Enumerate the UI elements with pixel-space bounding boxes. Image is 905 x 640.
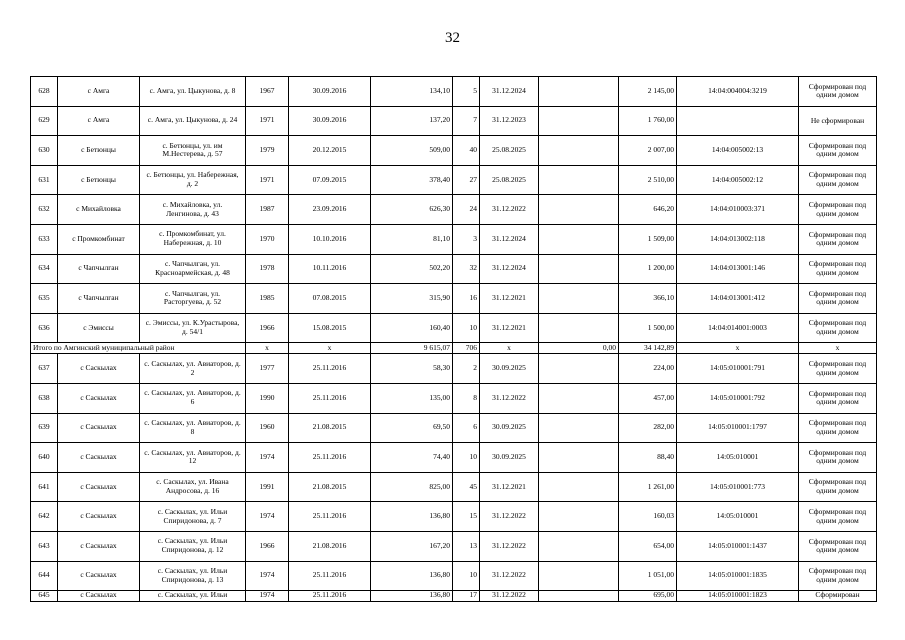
cell-date: 23.09.2016 <box>289 195 371 225</box>
cell-area: 136,80 <box>371 561 453 591</box>
cell-date: 25.11.2016 <box>289 502 371 532</box>
cell-number: 632 <box>31 195 58 225</box>
cell-area: 9 615,07 <box>371 343 453 354</box>
table-row <box>31 383 877 413</box>
cell-deadline: 30.09.2025 <box>480 443 539 473</box>
cell-date: 25.11.2016 <box>289 383 371 413</box>
cell-c9 <box>539 531 619 561</box>
cell-area: 81,10 <box>371 224 453 254</box>
table-row <box>31 561 877 591</box>
cell-year: 1970 <box>246 224 289 254</box>
cell-cost: 457,00 <box>619 383 677 413</box>
cell-settlement: с Саскылах <box>58 591 140 602</box>
cell-area: 58,30 <box>371 354 453 384</box>
cell-status: Сформирован под одним домом <box>799 502 877 532</box>
cell-deadline: 31.12.2024 <box>480 254 539 284</box>
cell-c9 <box>539 383 619 413</box>
cell-year: 1966 <box>246 531 289 561</box>
cell-address: с. Саскылах, ул. Ивана Андросова, д. 16 <box>140 472 246 502</box>
cell-residents: 45 <box>453 472 480 502</box>
cell-year: 1974 <box>246 443 289 473</box>
cell-area: 509,00 <box>371 136 453 166</box>
cell-area: 626,30 <box>371 195 453 225</box>
cell-settlement: с Амга <box>58 77 140 107</box>
cell-status: Сформирован под одним домом <box>799 443 877 473</box>
cell-date: 21.08.2016 <box>289 531 371 561</box>
cell-address: с. Чапчылган, ул. Расторгуева, д. 52 <box>140 284 246 314</box>
table-row <box>31 413 877 443</box>
cell-cadastre <box>677 106 799 136</box>
table-row <box>31 284 877 314</box>
cell-address: с. Саскылах, ул. Ильи Спиридонова, д. 12 <box>140 531 246 561</box>
cell-number: 630 <box>31 136 58 166</box>
cell-number: 645 <box>31 591 58 602</box>
cell-status: Сформирован под одним домом <box>799 531 877 561</box>
cell-address: с. Саскылах, ул. Авиаторов, д. 6 <box>140 383 246 413</box>
cell-cost: 654,00 <box>619 531 677 561</box>
cell-number: 644 <box>31 561 58 591</box>
cell-cadastre: 14:05:010001:791 <box>677 354 799 384</box>
cell-number: 639 <box>31 413 58 443</box>
cell-deadline: 31.12.2021 <box>480 284 539 314</box>
cell-area: 136,80 <box>371 591 453 602</box>
cell-c9 <box>539 195 619 225</box>
cell-settlement: с Саскылах <box>58 531 140 561</box>
table-row <box>31 195 877 225</box>
cell-cost: 224,00 <box>619 354 677 384</box>
cell-settlement: с Эмиссы <box>58 313 140 343</box>
cell-residents: 15 <box>453 502 480 532</box>
cell-deadline: x <box>480 343 539 354</box>
cell-date: 21.08.2015 <box>289 472 371 502</box>
cell-deadline: 31.12.2024 <box>480 77 539 107</box>
cell-year: 1978 <box>246 254 289 284</box>
cell-residents: 6 <box>453 413 480 443</box>
cell-deadline: 31.12.2021 <box>480 472 539 502</box>
cell-cadastre: 14:04:005002:12 <box>677 165 799 195</box>
cell-area: 378,40 <box>371 165 453 195</box>
cell-cost: 1 509,00 <box>619 224 677 254</box>
cell-c9 <box>539 472 619 502</box>
cell-date: 21.08.2015 <box>289 413 371 443</box>
cell-settlement: с Саскылах <box>58 354 140 384</box>
cell-number: 638 <box>31 383 58 413</box>
cell-cadastre: 14:05:010001:1823 <box>677 591 799 602</box>
cell-settlement: с Саскылах <box>58 443 140 473</box>
cell-cadastre: 14:05:010001 <box>677 502 799 532</box>
cell-residents: 7 <box>453 106 480 136</box>
cell-year: 1979 <box>246 136 289 166</box>
cell-cost: 646,20 <box>619 195 677 225</box>
cell-address: с. Саскылах, ул. Ильи Спиридонова, д. 7 <box>140 502 246 532</box>
cell-number: 636 <box>31 313 58 343</box>
cell-residents: 10 <box>453 313 480 343</box>
cell-year: 1974 <box>246 561 289 591</box>
cell-area: 167,20 <box>371 531 453 561</box>
cell-cadastre: 14:04:013002:118 <box>677 224 799 254</box>
cell-status: Сформирован под одним домом <box>799 254 877 284</box>
cell-cadastre: 14:04:013001:146 <box>677 254 799 284</box>
table-row <box>31 165 877 195</box>
cell-date: x <box>289 343 371 354</box>
cell-cadastre: 14:05:010001:1437 <box>677 531 799 561</box>
cell-residents: 24 <box>453 195 480 225</box>
cell-date: 30.09.2016 <box>289 106 371 136</box>
cell-c9 <box>539 284 619 314</box>
cell-cadastre: 14:04:013001:412 <box>677 284 799 314</box>
cell-date: 07.08.2015 <box>289 284 371 314</box>
table-row <box>31 472 877 502</box>
cell-c9 <box>539 502 619 532</box>
cell-residents: 13 <box>453 531 480 561</box>
cell-deadline: 31.12.2022 <box>480 561 539 591</box>
cell-cost: 88,40 <box>619 443 677 473</box>
cell-deadline: 31.12.2021 <box>480 313 539 343</box>
cell-cadastre: 14:04:005002:13 <box>677 136 799 166</box>
cell-area: 160,40 <box>371 313 453 343</box>
cell-settlement: с Амга <box>58 106 140 136</box>
cell-number: 634 <box>31 254 58 284</box>
cell-c9 <box>539 561 619 591</box>
cell-area: 136,80 <box>371 502 453 532</box>
cell-residents: 10 <box>453 561 480 591</box>
cell-address: с. Саскылах, ул. Авиаторов, д. 2 <box>140 354 246 384</box>
cell-area: 134,10 <box>371 77 453 107</box>
cell-cost: 160,03 <box>619 502 677 532</box>
cell-status: Сформирован под одним домом <box>799 313 877 343</box>
cell-residents: 40 <box>453 136 480 166</box>
cell-deadline: 31.12.2023 <box>480 106 539 136</box>
cell-area: 502,20 <box>371 254 453 284</box>
cell-cadastre: x <box>677 343 799 354</box>
cell-status: x <box>799 343 877 354</box>
table-row <box>31 313 877 343</box>
cell-status: Не сформирован <box>799 106 877 136</box>
cell-date: 07.09.2015 <box>289 165 371 195</box>
table-row <box>31 224 877 254</box>
cell-cost: 34 142,89 <box>619 343 677 354</box>
table-row <box>31 77 877 107</box>
cell-settlement: с Бетюнцы <box>58 165 140 195</box>
cell-c9 <box>539 313 619 343</box>
cell-year: x <box>246 343 289 354</box>
table-row <box>31 354 877 384</box>
cell-settlement: с Промкомбинат <box>58 224 140 254</box>
table-row <box>31 254 877 284</box>
cell-number: 629 <box>31 106 58 136</box>
cell-area: 74,40 <box>371 443 453 473</box>
cell-date: 25.11.2016 <box>289 354 371 384</box>
cell-settlement: с Саскылах <box>58 383 140 413</box>
cell-cost: 366,10 <box>619 284 677 314</box>
cell-date: 25.11.2016 <box>289 443 371 473</box>
cell-c9 <box>539 254 619 284</box>
cell-settlement: с Бетюнцы <box>58 136 140 166</box>
cell-address: с. Амга, ул. Цыкунова, д. 8 <box>140 77 246 107</box>
cell-number: 642 <box>31 502 58 532</box>
cell-address: с. Бетюнцы, ул. им М.Нестерева, д. 57 <box>140 136 246 166</box>
cell-c9 <box>539 77 619 107</box>
cell-cadastre: 14:04:014001:0003 <box>677 313 799 343</box>
cell-date: 15.08.2015 <box>289 313 371 343</box>
cell-settlement: с Саскылах <box>58 502 140 532</box>
cell-cadastre: 14:05:010001:792 <box>677 383 799 413</box>
cell-year: 1971 <box>246 165 289 195</box>
cell-area: 137,20 <box>371 106 453 136</box>
table-row <box>31 502 877 532</box>
cell-cost: 1 200,00 <box>619 254 677 284</box>
cell-status: Сформирован под одним домом <box>799 354 877 384</box>
cell-residents: 5 <box>453 77 480 107</box>
cell-date: 25.11.2016 <box>289 561 371 591</box>
cell-date: 20.12.2015 <box>289 136 371 166</box>
cell-settlement: с Саскылах <box>58 472 140 502</box>
cell-deadline: 25.08.2025 <box>480 165 539 195</box>
cell-year: 1987 <box>246 195 289 225</box>
cell-address: с. Эмиссы, ул. К.Урастырова, д. 54/1 <box>140 313 246 343</box>
cell-deadline: 31.12.2022 <box>480 383 539 413</box>
cell-cost: 1 500,00 <box>619 313 677 343</box>
cell-status: Сформирован под одним домом <box>799 284 877 314</box>
cell-year: 1960 <box>246 413 289 443</box>
cell-residents: 27 <box>453 165 480 195</box>
cell-address: с. Саскылах, ул. Ильи Спиридонова, д. 13 <box>140 561 246 591</box>
cell-cost: 1 051,00 <box>619 561 677 591</box>
cell-deadline: 30.09.2025 <box>480 413 539 443</box>
cell-residents: 8 <box>453 383 480 413</box>
cell-area: 135,00 <box>371 383 453 413</box>
cell-status: Сформирован под одним домом <box>799 77 877 107</box>
cell-number: 641 <box>31 472 58 502</box>
cell-residents: 16 <box>453 284 480 314</box>
cell-cadastre: 14:05:010001 <box>677 443 799 473</box>
cell-year: 1971 <box>246 106 289 136</box>
cell-c9 <box>539 165 619 195</box>
cell-number: 628 <box>31 77 58 107</box>
cell-cost: 282,00 <box>619 413 677 443</box>
cell-deadline: 30.09.2025 <box>480 354 539 384</box>
cell-number: 633 <box>31 224 58 254</box>
cell-cadastre: 14:04:010003:371 <box>677 195 799 225</box>
cell-year: 1974 <box>246 502 289 532</box>
cell-address: с. Бетюнцы, ул. Набережная, д. 2 <box>140 165 246 195</box>
cell-c9: 0,00 <box>539 343 619 354</box>
cell-year: 1966 <box>246 313 289 343</box>
cell-deadline: 31.12.2022 <box>480 591 539 602</box>
cell-year: 1990 <box>246 383 289 413</box>
cell-cost: 1 760,00 <box>619 106 677 136</box>
cell-status: Сформирован под одним домом <box>799 472 877 502</box>
cell-cadastre: 14:04:004004:3219 <box>677 77 799 107</box>
cell-number: 640 <box>31 443 58 473</box>
cell-address: с. Саскылах, ул. Авиаторов, д. 8 <box>140 413 246 443</box>
table-row <box>31 531 877 561</box>
cell-cadastre: 14:05:010001:1835 <box>677 561 799 591</box>
cell-c9 <box>539 106 619 136</box>
table-row <box>31 106 877 136</box>
cell-year: 1967 <box>246 77 289 107</box>
cell-address: с. Михайловка, ул. Ленгинова, д. 43 <box>140 195 246 225</box>
cell-address: с. Промкомбинат, ул. Набережная, д. 10 <box>140 224 246 254</box>
cell-address: с. Саскылах, ул. Ильи <box>140 591 246 602</box>
cell-deadline: 31.12.2022 <box>480 502 539 532</box>
cell-status: Сформирован под одним домом <box>799 413 877 443</box>
cell-number: 637 <box>31 354 58 384</box>
cell-year: 1985 <box>246 284 289 314</box>
cell-c9 <box>539 443 619 473</box>
cell-date: 10.10.2016 <box>289 224 371 254</box>
cell-c9 <box>539 224 619 254</box>
cell-number: 635 <box>31 284 58 314</box>
cell-c9 <box>539 591 619 602</box>
cell-address: с. Амга, ул. Цыкунова, д. 24 <box>140 106 246 136</box>
cell-cadastre: 14:05:010001:773 <box>677 472 799 502</box>
cell-c9 <box>539 136 619 166</box>
total-row <box>31 343 877 354</box>
cell-status: Сформирован под одним домом <box>799 561 877 591</box>
cell-settlement: с Саскылах <box>58 561 140 591</box>
cell-deadline: 31.12.2022 <box>480 531 539 561</box>
cell-status: Сформирован под одним домом <box>799 383 877 413</box>
cell-residents: 32 <box>453 254 480 284</box>
cell-settlement: с Михайловка <box>58 195 140 225</box>
cell-residents: 17 <box>453 591 480 602</box>
cell-cost: 2 007,00 <box>619 136 677 166</box>
cell-year: 1977 <box>246 354 289 384</box>
cell-address: с. Саскылах, ул. Авиаторов, д. 12 <box>140 443 246 473</box>
cell-residents: 10 <box>453 443 480 473</box>
cell-cost: 695,00 <box>619 591 677 602</box>
table-row <box>31 591 877 602</box>
cell-settlement: с Чапчылган <box>58 254 140 284</box>
cell-address: с. Чапчылган, ул. Красноармейская, д. 48 <box>140 254 246 284</box>
housing-table <box>30 76 877 602</box>
cell-deadline: 31.12.2022 <box>480 195 539 225</box>
total-label: Итого по Амгинский муниципальный район <box>31 343 246 354</box>
cell-status: Сформирован под одним домом <box>799 195 877 225</box>
cell-c9 <box>539 354 619 384</box>
table-row <box>31 443 877 473</box>
cell-cadastre: 14:05:010001:1797 <box>677 413 799 443</box>
cell-settlement: с Саскылах <box>58 413 140 443</box>
cell-status: Сформирован под одним домом <box>799 165 877 195</box>
cell-settlement: с Чапчылган <box>58 284 140 314</box>
cell-cost: 1 261,00 <box>619 472 677 502</box>
cell-year: 1991 <box>246 472 289 502</box>
cell-year: 1974 <box>246 591 289 602</box>
cell-date: 10.11.2016 <box>289 254 371 284</box>
cell-residents: 706 <box>453 343 480 354</box>
cell-cost: 2 145,00 <box>619 77 677 107</box>
cell-deadline: 25.08.2025 <box>480 136 539 166</box>
cell-area: 825,00 <box>371 472 453 502</box>
cell-status: Сформирован под одним домом <box>799 224 877 254</box>
cell-area: 315,90 <box>371 284 453 314</box>
cell-c9 <box>539 413 619 443</box>
cell-residents: 2 <box>453 354 480 384</box>
cell-cost: 2 510,00 <box>619 165 677 195</box>
cell-status: Сформирован под одним домом <box>799 136 877 166</box>
cell-area: 69,50 <box>371 413 453 443</box>
cell-deadline: 31.12.2024 <box>480 224 539 254</box>
cell-number: 631 <box>31 165 58 195</box>
cell-number: 643 <box>31 531 58 561</box>
page-number: 32 <box>445 30 460 46</box>
table-row <box>31 136 877 166</box>
cell-date: 25.11.2016 <box>289 591 371 602</box>
cell-status: Сформирован <box>799 591 877 602</box>
cell-residents: 3 <box>453 224 480 254</box>
cell-date: 30.09.2016 <box>289 77 371 107</box>
table-body <box>31 77 877 602</box>
